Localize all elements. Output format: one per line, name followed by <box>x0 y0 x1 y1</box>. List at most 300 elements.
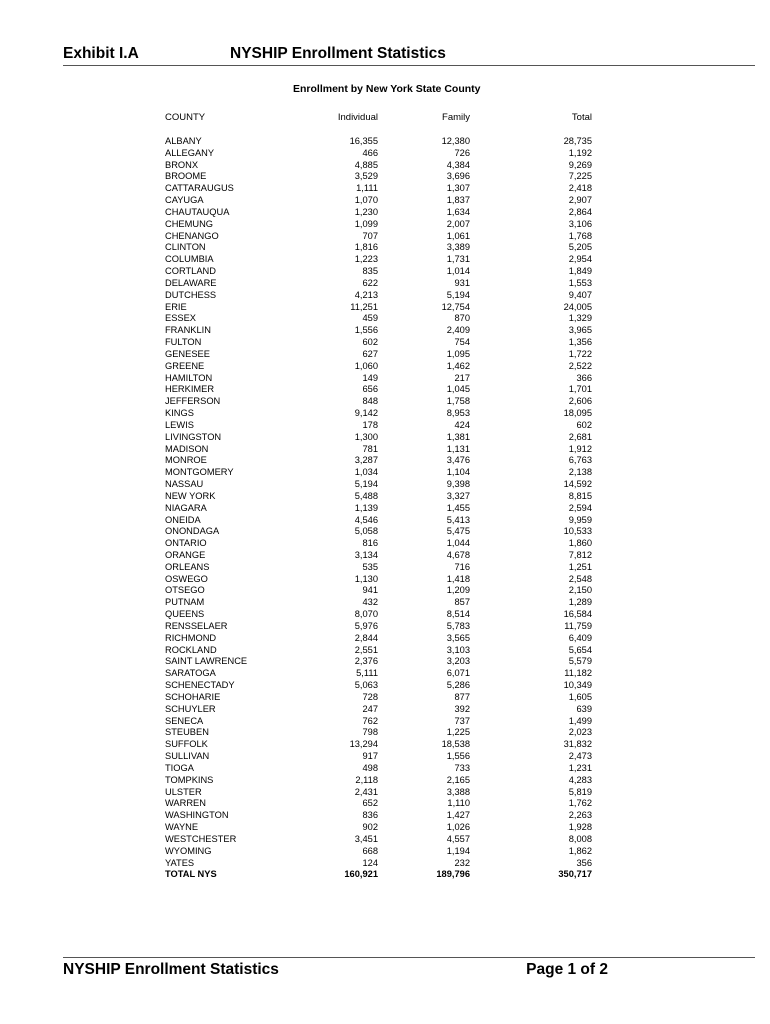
table-row <box>0 834 770 846</box>
total-cell: 1,605 <box>568 691 592 702</box>
family-cell: 754 <box>454 337 470 348</box>
total-cell: 2,606 <box>568 396 592 407</box>
family-cell: 1,381 <box>446 431 470 442</box>
county-cell: TOMPKINS <box>165 774 214 785</box>
table-row <box>0 349 770 361</box>
total-cell: 28,735 <box>563 136 592 146</box>
total-cell: 2,954 <box>568 254 592 265</box>
county-cell: CATTARAUGUS <box>165 183 234 194</box>
individual-cell: 1,060 <box>354 360 378 371</box>
total-cell: 8,008 <box>568 833 592 844</box>
total-cell: 8,815 <box>568 490 592 501</box>
total-cell: 2,418 <box>568 183 592 194</box>
county-cell: FRANKLIN <box>165 325 211 336</box>
table-row <box>0 692 770 704</box>
family-cell: 870 <box>454 313 470 324</box>
county-cell: ORLEANS <box>165 561 210 572</box>
county-cell: CORTLAND <box>165 266 216 277</box>
table-row <box>0 515 770 527</box>
family-cell: 3,476 <box>446 455 470 466</box>
footer-title: NYSHIP Enrollment Statistics <box>63 961 279 978</box>
county-cell: DUTCHESS <box>165 289 217 300</box>
county-cell: JEFFERSON <box>165 396 221 407</box>
individual-cell: 1,130 <box>354 573 378 584</box>
table-row <box>0 633 770 645</box>
enrollment-table <box>0 136 770 881</box>
county-cell: DELAWARE <box>165 277 217 288</box>
individual-cell: 1,230 <box>354 206 378 217</box>
table-row <box>0 183 770 195</box>
county-cell: CHAUTAUQUA <box>165 206 230 217</box>
individual-cell: 247 <box>362 703 378 714</box>
table-row <box>0 775 770 787</box>
individual-cell: 917 <box>362 751 378 762</box>
table-row <box>0 668 770 680</box>
table-row <box>0 148 770 160</box>
total-cell: 1,289 <box>568 597 592 608</box>
county-cell: TOTAL NYS <box>165 869 217 880</box>
table-row <box>0 467 770 479</box>
table-row <box>0 231 770 243</box>
individual-cell: 160,921 <box>344 869 378 880</box>
individual-cell: 627 <box>362 348 378 359</box>
individual-cell: 124 <box>362 857 378 868</box>
page-number: Page 1 of 2 <box>526 961 608 978</box>
family-cell: 5,413 <box>446 514 470 525</box>
table-row <box>0 266 770 278</box>
individual-cell: 2,431 <box>354 786 378 797</box>
county-cell: HERKIMER <box>165 384 215 395</box>
family-cell: 1,427 <box>446 810 470 821</box>
table-row <box>0 822 770 834</box>
total-cell: 7,225 <box>568 171 592 182</box>
table-row <box>0 278 770 290</box>
family-cell: 1,418 <box>446 573 470 584</box>
total-cell: 639 <box>576 703 592 714</box>
total-cell: 10,349 <box>563 680 592 691</box>
county-cell: RICHMOND <box>165 632 217 643</box>
county-cell: OTSEGO <box>165 585 205 596</box>
county-cell: SUFFOLK <box>165 739 208 750</box>
family-cell: 1,131 <box>446 443 470 454</box>
table-row <box>0 171 770 183</box>
column-header-family: Family <box>442 112 470 123</box>
total-cell: 1,329 <box>568 313 592 324</box>
total-cell: 2,681 <box>568 431 592 442</box>
family-cell: 1,758 <box>446 396 470 407</box>
family-cell: 1,045 <box>446 384 470 395</box>
total-cell: 1,862 <box>568 845 592 856</box>
county-cell: ERIE <box>165 301 187 312</box>
total-cell: 2,023 <box>568 727 592 738</box>
individual-cell: 149 <box>362 372 378 383</box>
individual-cell: 466 <box>362 147 378 158</box>
family-cell: 5,783 <box>446 620 470 631</box>
family-cell: 716 <box>454 561 470 572</box>
page-title: NYSHIP Enrollment Statistics <box>230 45 446 62</box>
family-cell: 18,538 <box>441 739 470 750</box>
total-cell: 2,522 <box>568 360 592 371</box>
county-cell: MONTGOMERY <box>165 467 234 478</box>
column-header-county: COUNTY <box>165 112 206 123</box>
county-cell: SCHUYLER <box>165 703 216 714</box>
total-cell: 2,150 <box>568 585 592 596</box>
total-cell: 1,860 <box>568 538 592 549</box>
county-cell: TIOGA <box>165 762 194 773</box>
table-row <box>0 136 770 148</box>
individual-cell: 781 <box>362 443 378 454</box>
table-row <box>0 160 770 172</box>
individual-cell: 1,300 <box>354 431 378 442</box>
individual-cell: 835 <box>362 266 378 277</box>
total-cell: 6,409 <box>568 632 592 643</box>
table-row <box>0 550 770 562</box>
individual-cell: 3,451 <box>354 833 378 844</box>
table-row <box>0 503 770 515</box>
table-row <box>0 751 770 763</box>
total-cell: 366 <box>576 372 592 383</box>
total-cell: 1,192 <box>568 147 592 158</box>
individual-cell: 652 <box>362 798 378 809</box>
total-cell: 2,594 <box>568 502 592 513</box>
individual-cell: 1,111 <box>356 183 378 194</box>
county-cell: WYOMING <box>165 845 212 856</box>
individual-cell: 432 <box>362 597 378 608</box>
county-cell: HAMILTON <box>165 372 213 383</box>
family-cell: 3,388 <box>446 786 470 797</box>
individual-cell: 13,294 <box>349 739 378 750</box>
county-cell: MADISON <box>165 443 209 454</box>
header-divider <box>63 65 755 66</box>
county-cell: COLUMBIA <box>165 254 214 265</box>
family-cell: 1,194 <box>446 845 470 856</box>
family-cell: 6,071 <box>446 668 470 679</box>
family-cell: 3,327 <box>446 490 470 501</box>
table-row <box>0 302 770 314</box>
individual-cell: 816 <box>362 538 378 549</box>
table-row <box>0 621 770 633</box>
family-cell: 1,462 <box>446 360 470 371</box>
family-cell: 1,556 <box>446 751 470 762</box>
county-cell: ONEIDA <box>165 514 201 525</box>
county-cell: WASHINGTON <box>165 810 229 821</box>
total-cell: 2,907 <box>568 195 592 206</box>
county-cell: YATES <box>165 857 195 868</box>
total-cell: 1,762 <box>568 798 592 809</box>
county-cell: NEW YORK <box>165 490 216 501</box>
county-cell: ORANGE <box>165 549 206 560</box>
individual-cell: 1,099 <box>354 218 378 229</box>
county-cell: NASSAU <box>165 479 204 490</box>
family-cell: 2,409 <box>446 325 470 336</box>
table-row <box>0 290 770 302</box>
table-row <box>0 562 770 574</box>
exhibit-label: Exhibit I.A <box>63 45 139 62</box>
county-cell: GREENE <box>165 360 205 371</box>
individual-cell: 2,376 <box>354 656 378 667</box>
total-cell: 11,759 <box>564 620 592 631</box>
individual-cell: 178 <box>362 419 378 430</box>
total-cell: 2,263 <box>568 810 592 821</box>
table-row <box>0 645 770 657</box>
family-cell: 3,103 <box>446 644 470 655</box>
total-cell: 3,965 <box>568 325 592 336</box>
county-cell: RENSSELAER <box>165 620 228 631</box>
county-cell: MONROE <box>165 455 207 466</box>
individual-cell: 16,355 <box>349 136 378 146</box>
family-cell: 1,225 <box>446 727 470 738</box>
table-row <box>0 491 770 503</box>
family-cell: 1,110 <box>447 798 470 809</box>
county-cell: LEWIS <box>165 419 194 430</box>
county-cell: ALBANY <box>165 136 202 146</box>
total-cell: 2,138 <box>568 467 592 478</box>
individual-cell: 707 <box>362 230 378 241</box>
total-cell: 16,584 <box>563 609 592 620</box>
total-cell: 6,763 <box>568 455 592 466</box>
total-cell: 5,205 <box>568 242 592 253</box>
total-cell: 602 <box>576 419 592 430</box>
table-row <box>0 207 770 219</box>
table-row <box>0 325 770 337</box>
family-cell: 4,678 <box>446 549 470 560</box>
individual-cell: 5,111 <box>356 668 378 679</box>
individual-cell: 3,134 <box>354 549 378 560</box>
individual-cell: 762 <box>362 715 378 726</box>
individual-cell: 5,976 <box>354 620 378 631</box>
total-cell: 2,473 <box>568 751 592 762</box>
family-cell: 857 <box>454 597 470 608</box>
individual-cell: 728 <box>362 691 378 702</box>
table-row <box>0 373 770 385</box>
total-cell: 7,812 <box>568 549 592 560</box>
table-row <box>0 432 770 444</box>
table-row <box>0 455 770 467</box>
individual-cell: 798 <box>362 727 378 738</box>
individual-cell: 4,885 <box>354 159 378 170</box>
county-cell: FULTON <box>165 337 202 348</box>
county-cell: BRONX <box>165 159 199 170</box>
total-cell: 1,356 <box>568 337 592 348</box>
county-cell: SCHOHARIE <box>165 691 221 702</box>
table-row <box>0 680 770 692</box>
individual-cell: 602 <box>362 337 378 348</box>
family-cell: 1,104 <box>446 467 470 478</box>
county-cell: LIVINGSTON <box>165 431 222 442</box>
table-row <box>0 396 770 408</box>
total-cell: 1,768 <box>568 230 592 241</box>
table-row <box>0 810 770 822</box>
county-cell: WARREN <box>165 798 206 809</box>
total-cell: 9,269 <box>568 159 592 170</box>
individual-cell: 1,139 <box>354 502 378 513</box>
table-row <box>0 526 770 538</box>
county-cell: SULLIVAN <box>165 751 210 762</box>
total-cell: 1,499 <box>568 715 592 726</box>
county-cell: KINGS <box>165 408 194 419</box>
family-cell: 5,194 <box>446 289 470 300</box>
county-cell: STEUBEN <box>165 727 209 738</box>
total-cell: 5,819 <box>568 786 592 797</box>
individual-cell: 5,063 <box>354 680 378 691</box>
family-cell: 5,475 <box>446 526 470 537</box>
county-cell: ALLEGANY <box>165 147 215 158</box>
table-row <box>0 716 770 728</box>
individual-cell: 668 <box>362 845 378 856</box>
table-row <box>0 727 770 739</box>
individual-cell: 4,546 <box>354 514 378 525</box>
county-cell: SENECA <box>165 715 204 726</box>
total-cell: 24,005 <box>563 301 592 312</box>
table-row <box>0 420 770 432</box>
individual-cell: 3,287 <box>354 455 378 466</box>
family-cell: 1,307 <box>446 183 470 194</box>
individual-cell: 836 <box>362 810 378 821</box>
table-row <box>0 787 770 799</box>
total-cell: 3,106 <box>568 218 592 229</box>
family-cell: 726 <box>454 147 470 158</box>
table-caption-text: Enrollment by New York State County <box>293 83 481 95</box>
family-cell: 3,389 <box>446 242 470 253</box>
total-cell: 4,283 <box>568 774 592 785</box>
individual-cell: 1,034 <box>354 467 378 478</box>
family-cell: 5,286 <box>446 680 470 691</box>
table-row <box>0 384 770 396</box>
family-cell: 3,203 <box>446 656 470 667</box>
individual-cell: 9,142 <box>354 408 378 419</box>
family-cell: 931 <box>454 277 470 288</box>
individual-cell: 498 <box>362 762 378 773</box>
family-cell: 877 <box>454 691 470 702</box>
column-header-total: Total <box>571 112 592 123</box>
individual-cell: 535 <box>362 561 378 572</box>
individual-cell: 1,070 <box>354 195 378 206</box>
table-row <box>0 704 770 716</box>
total-cell: 1,701 <box>568 384 592 395</box>
family-cell: 3,565 <box>446 632 470 643</box>
county-cell: WAYNE <box>165 822 199 833</box>
table-row <box>0 242 770 254</box>
total-cell: 1,231 <box>568 762 592 773</box>
family-cell: 737 <box>454 715 470 726</box>
individual-cell: 8,070 <box>354 609 378 620</box>
family-cell: 1,014 <box>446 266 470 277</box>
family-cell: 1,061 <box>446 230 470 241</box>
table-row <box>0 858 770 870</box>
total-cell: 9,407 <box>568 289 592 300</box>
total-cell: 5,579 <box>568 656 592 667</box>
family-cell: 4,384 <box>446 159 470 170</box>
family-cell: 4,557 <box>446 833 470 844</box>
individual-cell: 1,556 <box>354 325 378 336</box>
family-cell: 1,044 <box>446 538 470 549</box>
table-row <box>0 574 770 586</box>
table-row <box>0 538 770 550</box>
individual-cell: 11,251 <box>350 301 378 312</box>
individual-cell: 2,844 <box>354 632 378 643</box>
individual-cell: 459 <box>362 313 378 324</box>
total-cell: 9,959 <box>568 514 592 525</box>
individual-cell: 5,058 <box>354 526 378 537</box>
county-cell: BROOME <box>165 171 207 182</box>
table-total-row <box>0 869 770 881</box>
county-cell: GENESEE <box>165 348 210 359</box>
family-cell: 1,731 <box>446 254 470 265</box>
table-row <box>0 763 770 775</box>
county-cell: SCHENECTADY <box>165 680 235 691</box>
family-cell: 9,398 <box>446 479 470 490</box>
individual-cell: 2,551 <box>354 644 378 655</box>
table-row <box>0 444 770 456</box>
county-cell: CAYUGA <box>165 195 204 206</box>
county-cell: CHEMUNG <box>165 218 214 229</box>
family-cell: 3,696 <box>446 171 470 182</box>
individual-cell: 2,118 <box>355 774 378 785</box>
individual-cell: 656 <box>362 384 378 395</box>
table-row <box>0 361 770 373</box>
family-cell: 424 <box>454 419 470 430</box>
county-cell: SARATOGA <box>165 668 216 679</box>
family-cell: 217 <box>454 372 470 383</box>
family-cell: 733 <box>454 762 470 773</box>
table-row <box>0 313 770 325</box>
total-cell: 1,912 <box>568 443 592 454</box>
family-cell: 1,026 <box>446 822 470 833</box>
total-cell: 350,717 <box>558 869 592 880</box>
table-row <box>0 846 770 858</box>
county-cell: ROCKLAND <box>165 644 217 655</box>
individual-cell: 622 <box>362 277 378 288</box>
total-cell: 31,832 <box>563 739 592 750</box>
family-cell: 392 <box>454 703 470 714</box>
individual-cell: 941 <box>362 585 378 596</box>
column-header-individual: Individual <box>337 112 378 123</box>
table-row <box>0 597 770 609</box>
total-cell: 1,849 <box>568 266 592 277</box>
total-cell: 5,654 <box>568 644 592 655</box>
family-cell: 12,754 <box>441 301 470 312</box>
total-cell: 18,095 <box>563 408 592 419</box>
total-cell: 1,928 <box>568 822 592 833</box>
county-cell: ONTARIO <box>165 538 207 549</box>
table-row <box>0 798 770 810</box>
total-cell: 2,864 <box>568 206 592 217</box>
individual-cell: 5,194 <box>354 479 378 490</box>
family-cell: 1,634 <box>446 206 470 217</box>
county-cell: CLINTON <box>165 242 206 253</box>
total-cell: 10,533 <box>563 526 592 537</box>
county-cell: ONONDAGA <box>165 526 220 537</box>
table-row <box>0 408 770 420</box>
family-cell: 8,514 <box>446 609 470 620</box>
table-row <box>0 479 770 491</box>
table-row <box>0 195 770 207</box>
family-cell: 1,837 <box>446 195 470 206</box>
family-cell: 1,095 <box>446 348 470 359</box>
family-cell: 2,165 <box>446 774 470 785</box>
county-cell: PUTNAM <box>165 597 205 608</box>
individual-cell: 1,223 <box>354 254 378 265</box>
individual-cell: 1,816 <box>354 242 378 253</box>
table-row <box>0 254 770 266</box>
individual-cell: 5,488 <box>354 490 378 501</box>
table-row <box>0 656 770 668</box>
table-row <box>0 739 770 751</box>
county-cell: WESTCHESTER <box>165 833 237 844</box>
family-cell: 232 <box>454 857 470 868</box>
total-cell: 2,548 <box>568 573 592 584</box>
family-cell: 8,953 <box>446 408 470 419</box>
